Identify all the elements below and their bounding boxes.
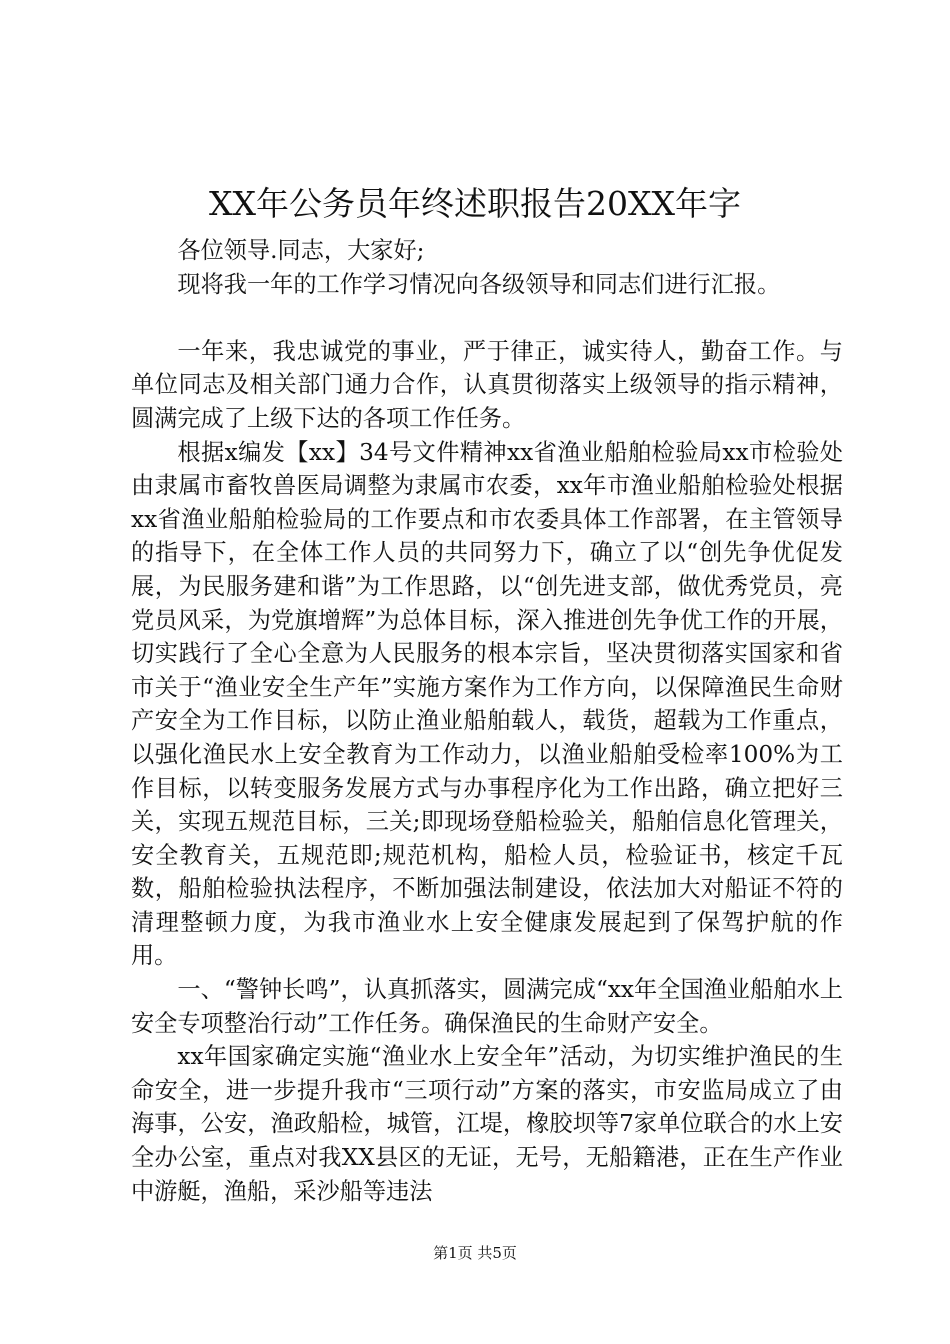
document-title: XX年公务员年终述职报告20XX年字 xyxy=(209,184,741,223)
page-footer: 第1页 共5页 xyxy=(433,1244,517,1262)
paragraph-section-one: 一、“警钟长鸣”，认真抓落实，圆满完成“xx年全国渔业船舶水上安全专项整治行动”工作任务。确保渔民的生命财产安全。 xyxy=(131,976,843,1037)
paragraph-summary: 一年来，我忠诚党的事业，严于律正，诚实待人，勤奋工作。与单位同志及相关部门通力合作，认真贯彻落实上级领导的指示精神，圆满完成了上级下达的各项工作任务。 xyxy=(131,337,843,432)
paragraph-greeting: 各位领导.同志，大家好; xyxy=(177,237,425,264)
paragraph-safety-year: xx年国家确定实施“渔业水上安全年”活动，为切实维护渔民的生命安全，进一步提升我市“三项行动”方案的落实，市安监局成立了由海事，公安，渔政船检，城管，江堤，橡胶坝等7家单位联合的水上安全办公室，重点对我XX县区的无证，无号，无船籍港，正在生产作业中游艇，渔船，采沙船等违法 xyxy=(131,1043,843,1205)
paragraph-intro: 现将我一年的工作学习情况向各级领导和同志们进行汇报。 xyxy=(177,270,781,298)
paragraph-main: 根据x编发【xx】34号文件精神xx省渔业船舶检验局xx市检验处由隶属市畜牧兽医局调整为隶属市农委，xx年市渔业船舶检验处根据xx省渔业船舶检验局的工作要点和市农委具体工作部署，在主管领导的指导下，在全体工作人员的共同努力下，确立了以“创先争优促发展，为民服务建和谐”为工作思路，以“创先进支部，做优秀党员，亮党员风采，为党旗增辉”为总体目标，深入推进创先争优工作的开展，切实践行了全心全意为人民服务的根本宗旨，坚决贯彻落实国家和省市关于“渔业安全生产年”实施方案作为工作方向，以保障渔民生命财产安全为工作目标，以防止渔业船舶载人，载货，超载为工作重点，以强化渔民水上安全教育为工作动力，以渔业船舶受检率100%为工作目标，以转变服务发展方式与办事程序化为工作出路，确立把好三关，实现五规范目标，三关;即现场登船检验关，船舶信息化管理关，安全教育关，五规范即;规范机构，船检人员，检验证书，核定千瓦数，船舶检验执法程序，不断加强法制建设，依法加大对船证不符的清理整顿力度，为我市渔业水上安全健康发展起到了保驾护航的作用。 xyxy=(131,438,843,970)
document-body xyxy=(131,234,843,1208)
